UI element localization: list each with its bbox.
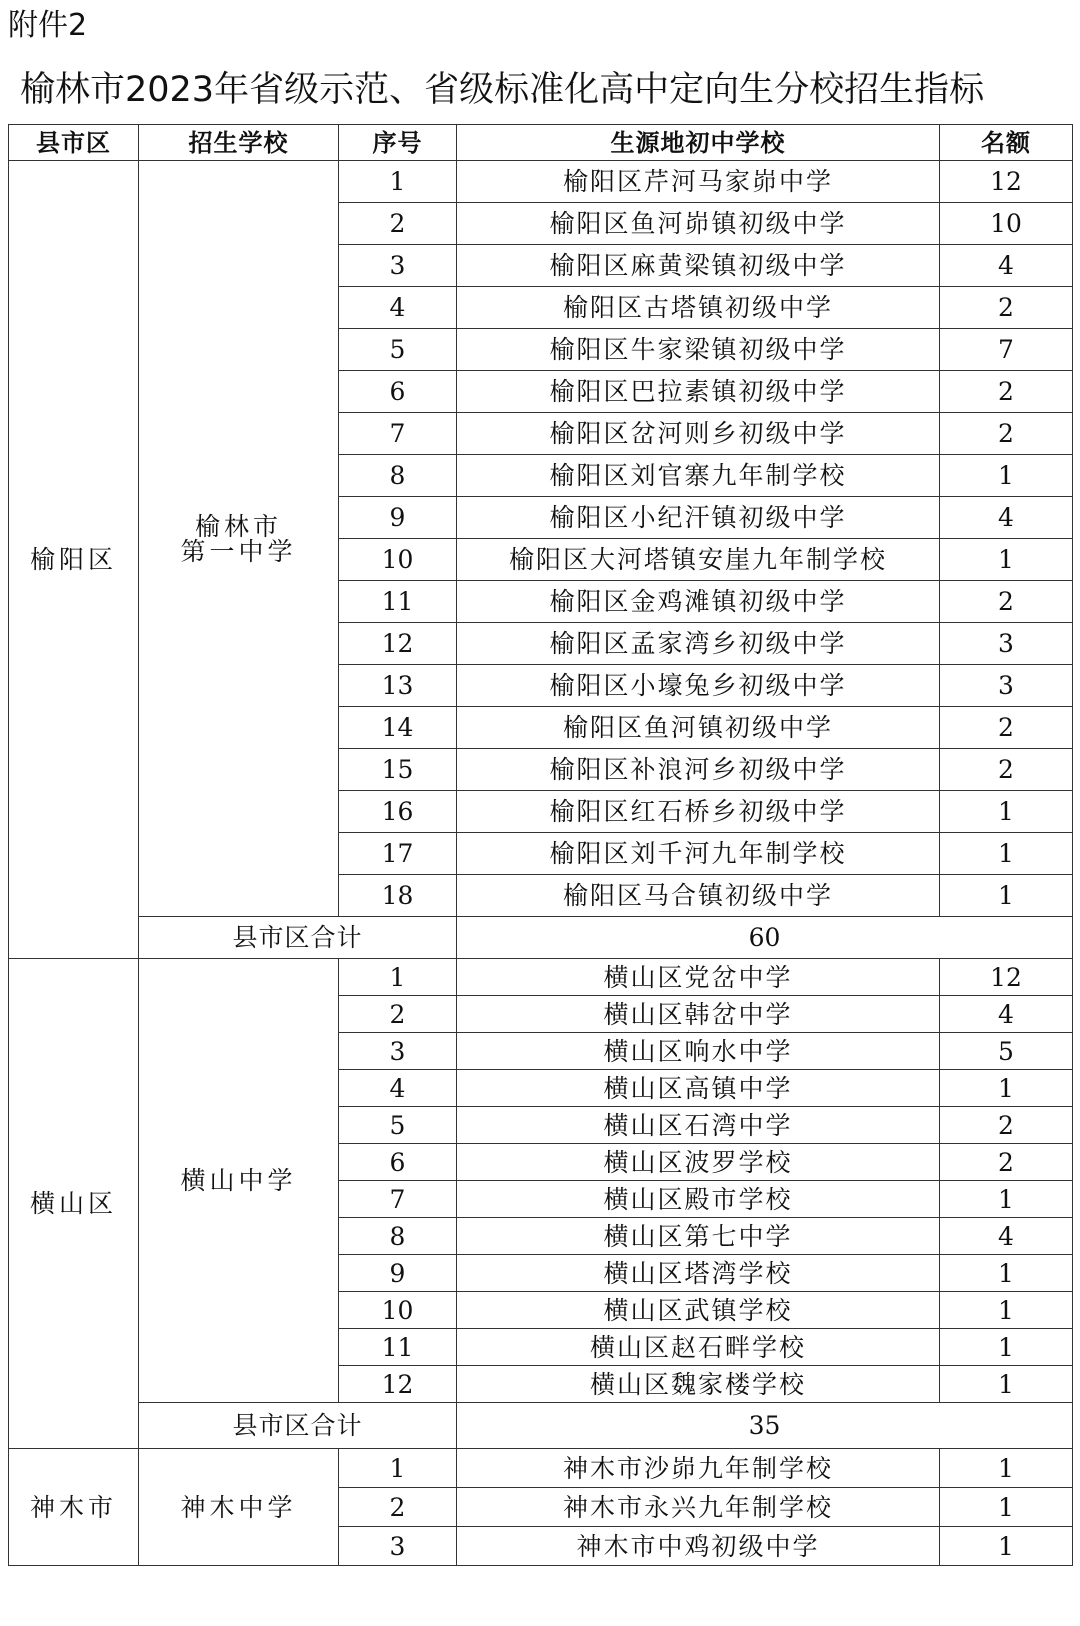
seq-cell: 17 <box>339 833 457 875</box>
subtotal-label: 县市区合计 <box>139 1403 457 1449</box>
source-school-cell: 横山区武镇学校 <box>457 1292 940 1329</box>
document-title: 榆林市2023年省级示范、省级标准化高中定向生分校招生指标 <box>20 70 985 110</box>
source-school-cell: 榆阳区小纪汗镇初级中学 <box>457 497 940 539</box>
seq-cell: 16 <box>339 791 457 833</box>
source-school-cell: 榆阳区古塔镇初级中学 <box>457 287 940 329</box>
attachment-label: 附件2 <box>8 8 88 43</box>
table-body <box>9 161 1073 1566</box>
quota-cell: 3 <box>940 623 1073 665</box>
seq-cell: 1 <box>339 161 457 203</box>
quota-cell: 1 <box>940 875 1073 917</box>
quota-cell: 1 <box>940 455 1073 497</box>
seq-cell: 8 <box>339 1218 457 1255</box>
enrolling-school-line1: 神木中学 <box>180 1492 297 1522</box>
quota-cell: 2 <box>940 1107 1073 1144</box>
seq-cell: 3 <box>339 1033 457 1070</box>
source-school-cell: 榆阳区鱼河峁镇初级中学 <box>457 203 940 245</box>
table-header-row <box>9 125 1073 161</box>
seq-cell: 6 <box>339 371 457 413</box>
seq-cell: 3 <box>339 1527 457 1566</box>
quota-cell: 1 <box>940 1181 1073 1218</box>
seq-cell: 7 <box>339 413 457 455</box>
quota-cell: 1 <box>940 1329 1073 1366</box>
subtotal-value: 35 <box>457 1403 1073 1449</box>
seq-cell: 2 <box>339 996 457 1033</box>
county-cell: 横山区 <box>9 959 139 1449</box>
table-row <box>9 161 1073 203</box>
seq-cell: 5 <box>339 1107 457 1144</box>
enrolling-school-cell <box>139 1449 339 1566</box>
seq-cell: 3 <box>339 245 457 287</box>
header-source-school: 生源地初中学校 <box>457 125 940 161</box>
source-school-cell: 榆阳区芹河马家峁中学 <box>457 161 940 203</box>
source-school-cell: 榆阳区金鸡滩镇初级中学 <box>457 581 940 623</box>
quota-cell: 4 <box>940 245 1073 287</box>
source-school-cell: 榆阳区牛家梁镇初级中学 <box>457 329 940 371</box>
subtotal-row <box>9 917 1073 959</box>
quota-cell: 1 <box>940 539 1073 581</box>
quota-cell: 1 <box>940 1527 1073 1566</box>
quota-cell: 2 <box>940 581 1073 623</box>
quota-cell: 7 <box>940 329 1073 371</box>
source-school-cell: 横山区波罗学校 <box>457 1144 940 1181</box>
seq-cell: 2 <box>339 1488 457 1527</box>
quota-cell: 1 <box>940 1366 1073 1403</box>
table-row <box>9 959 1073 996</box>
source-school-cell: 榆阳区麻黄梁镇初级中学 <box>457 245 940 287</box>
quota-cell: 4 <box>940 497 1073 539</box>
quota-table <box>8 124 1073 1566</box>
quota-cell: 1 <box>940 1070 1073 1107</box>
quota-cell: 1 <box>940 1292 1073 1329</box>
quota-cell: 1 <box>940 1488 1073 1527</box>
quota-cell: 2 <box>940 413 1073 455</box>
seq-cell: 14 <box>339 707 457 749</box>
seq-cell: 6 <box>339 1144 457 1181</box>
enrolling-school-line1: 榆林市 <box>194 511 282 541</box>
quota-cell: 3 <box>940 665 1073 707</box>
seq-cell: 1 <box>339 1449 457 1488</box>
seq-cell: 1 <box>339 959 457 996</box>
source-school-cell: 横山区殿市学校 <box>457 1181 940 1218</box>
source-school-cell: 榆阳区大河塔镇安崖九年制学校 <box>457 539 940 581</box>
header-school: 招生学校 <box>139 125 339 161</box>
source-school-cell: 横山区第七中学 <box>457 1218 940 1255</box>
quota-cell: 2 <box>940 287 1073 329</box>
quota-cell: 5 <box>940 1033 1073 1070</box>
seq-cell: 13 <box>339 665 457 707</box>
seq-cell: 11 <box>339 581 457 623</box>
enrolling-school-line2: 第一中学 <box>180 536 297 566</box>
source-school-cell: 横山区魏家楼学校 <box>457 1366 940 1403</box>
seq-cell: 4 <box>339 287 457 329</box>
seq-cell: 18 <box>339 875 457 917</box>
source-school-cell: 横山区高镇中学 <box>457 1070 940 1107</box>
seq-cell: 9 <box>339 497 457 539</box>
table-row <box>9 1449 1073 1488</box>
quota-cell: 1 <box>940 1449 1073 1488</box>
subtotal-value: 60 <box>457 917 1073 959</box>
seq-cell: 9 <box>339 1255 457 1292</box>
source-school-cell: 横山区塔湾学校 <box>457 1255 940 1292</box>
quota-cell: 1 <box>940 833 1073 875</box>
enrolling-school-cell <box>139 959 339 1403</box>
seq-cell: 11 <box>339 1329 457 1366</box>
header-quota: 名额 <box>940 125 1073 161</box>
subtotal-row <box>9 1403 1073 1449</box>
seq-cell: 8 <box>339 455 457 497</box>
county-cell: 神木市 <box>9 1449 139 1566</box>
source-school-cell: 横山区响水中学 <box>457 1033 940 1070</box>
source-school-cell: 横山区石湾中学 <box>457 1107 940 1144</box>
subtotal-label: 县市区合计 <box>139 917 457 959</box>
source-school-cell: 榆阳区巴拉素镇初级中学 <box>457 371 940 413</box>
source-school-cell: 榆阳区马合镇初级中学 <box>457 875 940 917</box>
seq-cell: 5 <box>339 329 457 371</box>
source-school-cell: 神木市永兴九年制学校 <box>457 1488 940 1527</box>
source-school-cell: 横山区党岔中学 <box>457 959 940 996</box>
seq-cell: 10 <box>339 539 457 581</box>
seq-cell: 4 <box>339 1070 457 1107</box>
source-school-cell: 横山区赵石畔学校 <box>457 1329 940 1366</box>
quota-cell: 1 <box>940 791 1073 833</box>
quota-cell: 4 <box>940 996 1073 1033</box>
source-school-cell: 榆阳区红石桥乡初级中学 <box>457 791 940 833</box>
source-school-cell: 榆阳区刘千河九年制学校 <box>457 833 940 875</box>
quota-cell: 10 <box>940 203 1073 245</box>
enrolling-school-cell <box>139 161 339 917</box>
source-school-cell: 神木市中鸡初级中学 <box>457 1527 940 1566</box>
quota-cell: 12 <box>940 161 1073 203</box>
quota-cell: 1 <box>940 1255 1073 1292</box>
source-school-cell: 榆阳区补浪河乡初级中学 <box>457 749 940 791</box>
seq-cell: 15 <box>339 749 457 791</box>
header-seq: 序号 <box>339 125 457 161</box>
source-school-cell: 榆阳区小壕兔乡初级中学 <box>457 665 940 707</box>
quota-cell: 4 <box>940 1218 1073 1255</box>
enrolling-school-line1: 横山中学 <box>180 1166 297 1195</box>
source-school-cell: 神木市沙峁九年制学校 <box>457 1449 940 1488</box>
quota-cell: 2 <box>940 749 1073 791</box>
seq-cell: 12 <box>339 623 457 665</box>
quota-cell: 2 <box>940 1144 1073 1181</box>
county-cell: 榆阳区 <box>9 161 139 959</box>
quota-cell: 2 <box>940 707 1073 749</box>
header-county: 县市区 <box>9 125 139 161</box>
source-school-cell: 榆阳区鱼河镇初级中学 <box>457 707 940 749</box>
seq-cell: 7 <box>339 1181 457 1218</box>
seq-cell: 12 <box>339 1366 457 1403</box>
source-school-cell: 榆阳区孟家湾乡初级中学 <box>457 623 940 665</box>
seq-cell: 10 <box>339 1292 457 1329</box>
source-school-cell: 榆阳区岔河则乡初级中学 <box>457 413 940 455</box>
source-school-cell: 榆阳区刘官寨九年制学校 <box>457 455 940 497</box>
quota-cell: 2 <box>940 371 1073 413</box>
source-school-cell: 横山区韩岔中学 <box>457 996 940 1033</box>
quota-cell: 12 <box>940 959 1073 996</box>
seq-cell: 2 <box>339 203 457 245</box>
